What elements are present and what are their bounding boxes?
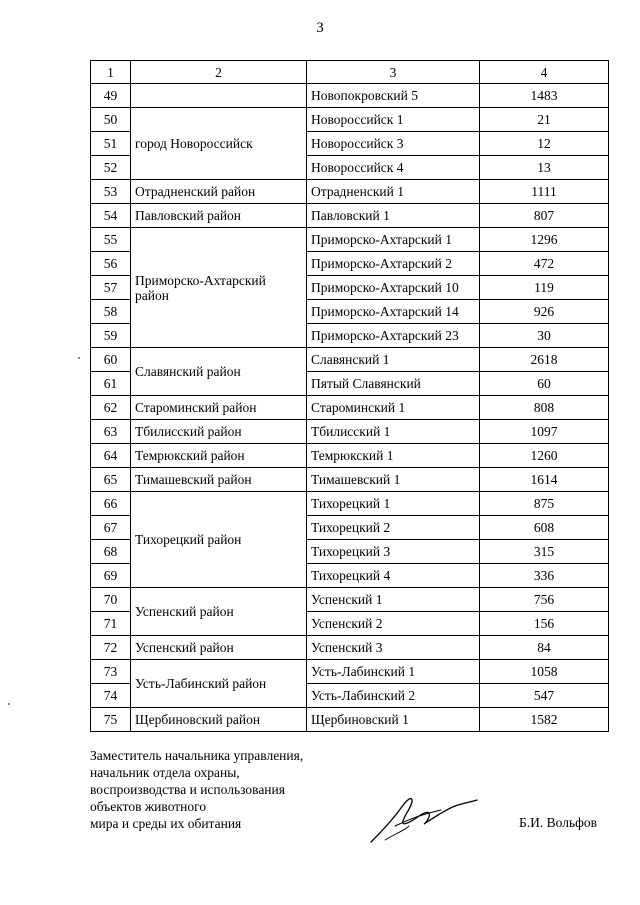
table-row <box>91 636 609 660</box>
scan-speck <box>8 703 10 705</box>
row-number: 62 <box>91 396 131 420</box>
row-number: 55 <box>91 228 131 252</box>
district-cell: Тихорецкий район <box>131 492 307 588</box>
count-cell: 336 <box>480 564 609 588</box>
row-number: 57 <box>91 276 131 300</box>
position-line: Заместитель начальника управления, <box>90 748 304 763</box>
count-cell: 608 <box>480 516 609 540</box>
table-row <box>91 492 609 516</box>
column-header: 4 <box>480 61 609 84</box>
row-number: 49 <box>91 84 131 108</box>
hunting-ground-cell: Успенский 1 <box>307 588 480 612</box>
table-row <box>91 108 609 132</box>
count-cell: 547 <box>480 684 609 708</box>
hunting-ground-cell: Приморско-Ахтарский 10 <box>307 276 480 300</box>
district-cell: Усть-Лабинский район <box>131 660 307 708</box>
table-row <box>91 660 609 684</box>
row-number: 56 <box>91 252 131 276</box>
hunting-ground-cell: Успенский 2 <box>307 612 480 636</box>
count-cell: 472 <box>480 252 609 276</box>
hunting-ground-cell: Тихорецкий 2 <box>307 516 480 540</box>
position-line: начальник отдела охраны, <box>90 765 240 780</box>
row-number: 70 <box>91 588 131 612</box>
count-cell: 12 <box>480 132 609 156</box>
count-cell: 1582 <box>480 708 609 732</box>
district-cell: Павловский район <box>131 204 307 228</box>
row-number: 65 <box>91 468 131 492</box>
count-cell: 1058 <box>480 660 609 684</box>
count-cell: 756 <box>480 588 609 612</box>
column-header: 2 <box>131 61 307 84</box>
count-cell: 60 <box>480 372 609 396</box>
count-cell: 926 <box>480 300 609 324</box>
hunting-ground-cell: Тихорецкий 4 <box>307 564 480 588</box>
row-number: 74 <box>91 684 131 708</box>
hunting-ground-cell: Приморско-Ахтарский 23 <box>307 324 480 348</box>
count-cell: 84 <box>480 636 609 660</box>
row-number: 58 <box>91 300 131 324</box>
count-cell: 13 <box>480 156 609 180</box>
row-number: 67 <box>91 516 131 540</box>
count-cell: 1260 <box>480 444 609 468</box>
signer-name: Б.И. Вольфов <box>519 815 597 830</box>
row-number: 51 <box>91 132 131 156</box>
handwritten-signature <box>365 790 480 850</box>
table-row <box>91 708 609 732</box>
hunting-ground-cell: Усть-Лабинский 1 <box>307 660 480 684</box>
row-number: 60 <box>91 348 131 372</box>
count-cell: 1111 <box>480 180 609 204</box>
hunting-ground-cell: Новопокровский 5 <box>307 84 480 108</box>
row-number: 54 <box>91 204 131 228</box>
hunting-ground-cell: Приморско-Ахтарский 2 <box>307 252 480 276</box>
hunting-ground-cell: Новороссийск 1 <box>307 108 480 132</box>
page-number: 3 <box>316 20 324 36</box>
row-number: 52 <box>91 156 131 180</box>
district-cell: Приморско-Ахтарский район <box>131 228 307 348</box>
hunting-ground-cell: Тихорецкий 3 <box>307 540 480 564</box>
district-cell: Славянский район <box>131 348 307 396</box>
table-row <box>91 348 609 372</box>
signatory-position <box>90 747 303 832</box>
hunting-ground-cell: Щербиновский 1 <box>307 708 480 732</box>
hunting-ground-cell: Тимашевский 1 <box>307 468 480 492</box>
row-number: 50 <box>91 108 131 132</box>
row-number: 72 <box>91 636 131 660</box>
table-row <box>91 444 609 468</box>
table-row <box>91 204 609 228</box>
count-cell: 30 <box>480 324 609 348</box>
hunting-ground-cell: Славянский 1 <box>307 348 480 372</box>
scan-speck <box>78 357 80 359</box>
district-cell: Успенский район <box>131 636 307 660</box>
table-row <box>91 228 609 252</box>
table-row <box>91 468 609 492</box>
row-number: 69 <box>91 564 131 588</box>
hunting-ground-cell: Тбилисский 1 <box>307 420 480 444</box>
district-cell: Отрадненский район <box>131 180 307 204</box>
column-header: 1 <box>91 61 131 84</box>
hunting-ground-cell: Новороссийск 4 <box>307 156 480 180</box>
hunting-ground-cell: Усть-Лабинский 2 <box>307 684 480 708</box>
row-number: 63 <box>91 420 131 444</box>
count-cell: 807 <box>480 204 609 228</box>
district-cell <box>131 84 307 108</box>
row-number: 64 <box>91 444 131 468</box>
position-line: воспроизводства и использования <box>90 782 285 797</box>
hunting-ground-cell: Павловский 1 <box>307 204 480 228</box>
row-number: 71 <box>91 612 131 636</box>
hunting-ground-cell: Успенский 3 <box>307 636 480 660</box>
row-number: 68 <box>91 540 131 564</box>
hunting-ground-cell: Отрадненский 1 <box>307 180 480 204</box>
district-cell: Тбилисский район <box>131 420 307 444</box>
position-line: мира и среды их обитания <box>90 816 242 831</box>
count-cell: 21 <box>480 108 609 132</box>
count-cell: 156 <box>480 612 609 636</box>
district-cell: Темрюкский район <box>131 444 307 468</box>
hunting-ground-cell: Пятый Славянский <box>307 372 480 396</box>
hunting-grounds-table <box>90 60 609 732</box>
count-cell: 808 <box>480 396 609 420</box>
count-cell: 1614 <box>480 468 609 492</box>
hunting-ground-cell: Приморско-Ахтарский 1 <box>307 228 480 252</box>
count-cell: 119 <box>480 276 609 300</box>
hunting-ground-cell: Темрюкский 1 <box>307 444 480 468</box>
count-cell: 1296 <box>480 228 609 252</box>
hunting-ground-cell: Тихорецкий 1 <box>307 492 480 516</box>
column-header: 3 <box>307 61 480 84</box>
row-number: 66 <box>91 492 131 516</box>
count-cell: 875 <box>480 492 609 516</box>
hunting-ground-cell: Приморско-Ахтарский 14 <box>307 300 480 324</box>
row-number: 75 <box>91 708 131 732</box>
table-header-row <box>91 61 609 84</box>
table-row <box>91 84 609 108</box>
row-number: 59 <box>91 324 131 348</box>
count-cell: 1483 <box>480 84 609 108</box>
row-number: 53 <box>91 180 131 204</box>
position-line: объектов животного <box>90 799 207 814</box>
district-cell: Староминский район <box>131 396 307 420</box>
row-number: 61 <box>91 372 131 396</box>
district-cell: Успенский район <box>131 588 307 636</box>
table-row <box>91 180 609 204</box>
district-cell: Тимашевский район <box>131 468 307 492</box>
district-cell: Щербиновский район <box>131 708 307 732</box>
count-cell: 1097 <box>480 420 609 444</box>
count-cell: 315 <box>480 540 609 564</box>
table-row <box>91 396 609 420</box>
district-cell: город Новороссийск <box>131 108 307 180</box>
table-row <box>91 420 609 444</box>
row-number: 73 <box>91 660 131 684</box>
table-row <box>91 588 609 612</box>
hunting-ground-cell: Староминский 1 <box>307 396 480 420</box>
count-cell: 2618 <box>480 348 609 372</box>
hunting-ground-cell: Новороссийск 3 <box>307 132 480 156</box>
